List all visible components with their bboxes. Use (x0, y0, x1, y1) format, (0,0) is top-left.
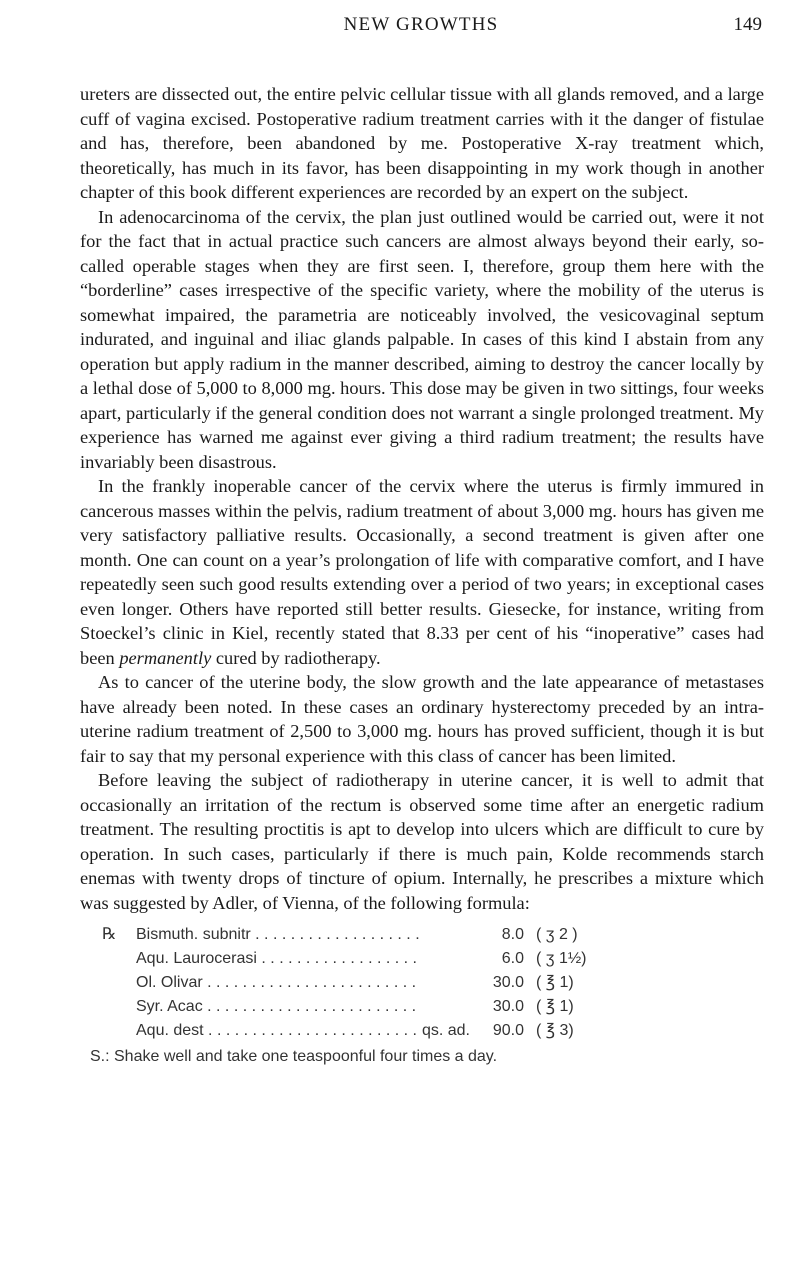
prescription (80, 923, 764, 1069)
ingredient-name: Aqu. Laurocerasi . . . (136, 947, 420, 971)
ingredient-quantity: 8.0 (501, 926, 524, 943)
page-header (80, 14, 762, 44)
rx-symbol: ℞ (102, 926, 117, 943)
prescription-row (80, 971, 764, 995)
ingredient-unit: qs. ad. (421, 1022, 470, 1039)
paragraph: In adenocarcinoma of the cervix, the plan just outlined would be carried out, were it not for the fact that in actual practice such cancers are almost always beyond their early, so-called operable stages when they are first seen. I, therefore, group them here with the “borderline” cases irrespective of the specific variety, where the mobility of the uterus is somewhat impaired, the parametria are noticeably involved, the vesicovaginal septum indurated, and inguinal and iliac glands palpable. In cases of this kind I abstain from any operation but apply radium in the manner described, aiming to destroy the cancer locally by a lethal dose of 5,000 to 8,000 mg. hours. This dose may be given in two sittings, four weeks apart, particularly if the general condition does not warrant a single prolonged treatment. My experience has warned me against ever giving a third radium treatment; the results have invariably been disastrous. (80, 206, 764, 472)
body-text (80, 82, 764, 1069)
paragraph (80, 474, 764, 670)
paragraph: As to cancer of the uterine body, the slow growth and the late appearance of metastases have already been noted. In these cases an ordinary hysterectomy preceded by an intra-uterine radium treatment of 2,500 to 3,000 mg. hours has proved sufficient, though it is but fair to say that my personal experience with this class of cancer has been limited. (80, 672, 764, 766)
page-number: 149 (733, 14, 762, 35)
prescription-row (80, 923, 764, 947)
emphasis-text: permanently (119, 647, 212, 668)
ingredient-name: Bismuth. subnitr . . . (136, 923, 420, 947)
paragraph: ureters are dissected out, the entire pelvic cellular tissue with all glands removed, and a large cuff of vagina excised. Postoperative radium treatment carries with it the danger of fistulae and has, therefore, been abandoned by me. Postoperative X-ray treatment which, theoretically, has much in its favor, has been disappointing in my work though in another chapter of this book different experiences are recorded by an expert on the subject. (80, 84, 764, 202)
paragraph: Before leaving the subject of radiotherapy in uterine cancer, it is well to admit that occasionally an irritation of the rectum is observed some time after an energetic radium treatment. The resulting proctitis is apt to develop into ulcers which are difficult to cure by operation. In such cases, particularly if there is much pain, Kolde recommends starch enemas with twenty drops of tincture of opium. Internally, he prescribes a mixture which was suggested by Adler, of Vienna, of the following formula: (80, 770, 764, 913)
prescription-row (80, 995, 764, 1019)
paragraph-text: In the frankly inoperable cancer of the cervix where the uterus is firmly immured in cancerous masses within the pelvis, radium treatment of about 3,000 mg. hours has given me very satisfactory palliative results. Occasionally, a second treatment is given after one month. One can count on a year’s prolongation of life with comparative comfort, and I have repeatedly seen such good results extending over a period of two years; in exceptional cases even longer. Others have reported still better results. Giesecke, for instance, writing from Stoeckel’s clinic in Kiel, recently stated that 8.33 per cent of his “inoperative” cases had been (80, 476, 764, 668)
prescription-row (80, 947, 764, 971)
ingredient-name: Syr. Acac . . . (136, 995, 420, 1019)
ingredient-name: Aqu. dest . . . (136, 1019, 420, 1043)
ingredient-quantity: 30.0 (492, 998, 524, 1015)
signa-instructions: S.: Shake well and take one teaspoonful four times a day. (90, 1048, 498, 1065)
ingredient-apothecary: ( ℥ 1) (536, 998, 574, 1015)
ingredient-quantity: 6.0 (501, 950, 524, 967)
prescription-row (80, 1019, 764, 1043)
ingredient-apothecary: ( ℥ 1) (536, 974, 574, 991)
ingredient-name: Ol. Olivar . . . (136, 971, 420, 995)
ingredient-apothecary: ( ʒ 2 ) (536, 926, 578, 943)
paragraph-text: cured by radiotherapy. (211, 647, 381, 668)
running-head: NEW GROWTHS (343, 14, 499, 35)
ingredient-quantity: 30.0 (492, 974, 524, 991)
ingredient-quantity: 90.0 (492, 1022, 524, 1039)
ingredient-apothecary: ( ℥ 3) (536, 1022, 574, 1039)
ingredient-apothecary: ( ʒ 1½) (536, 950, 587, 967)
